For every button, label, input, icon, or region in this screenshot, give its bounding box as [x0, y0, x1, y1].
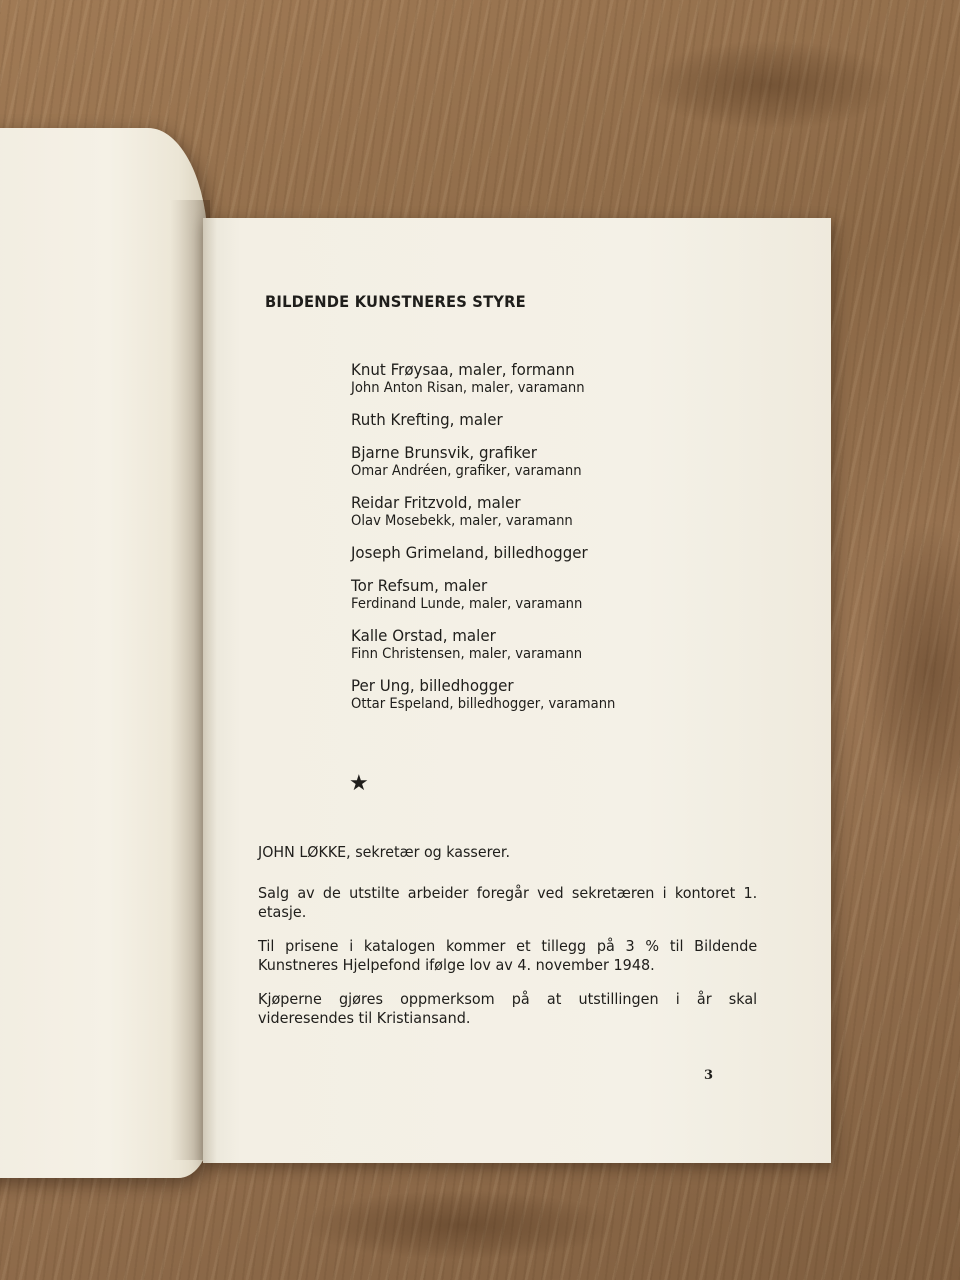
right-page: [203, 218, 831, 1163]
member-name: Kalle Orstad, maler: [351, 626, 496, 645]
member-name: Knut Frøysaa, maler, formann: [351, 360, 575, 379]
board-member: [351, 676, 771, 713]
notes-section: [258, 884, 757, 1043]
member-name: Reidar Fritzvold, maler: [351, 493, 521, 512]
board-member: [351, 576, 771, 613]
deputy-name: Finn Christensen, maler, varamann: [351, 646, 583, 662]
board-member: [351, 410, 771, 430]
wood-knot: [300, 1190, 620, 1260]
board-member: [351, 543, 771, 563]
board-member: [351, 360, 771, 397]
member-name: Per Ung, billedhogger: [351, 676, 514, 695]
note-paragraph: Kjøperne gjøres oppmerksom på at utstillingen i år skal videresendes til Kristiansand.: [258, 990, 758, 1027]
deputy-name: Olav Mosebekk, maler, varamann: [351, 513, 573, 529]
board-member-list: [351, 360, 771, 726]
star-icon: ★: [349, 771, 369, 796]
member-name: Bjarne Brunsvik, grafiker: [351, 443, 537, 462]
member-name: Ruth Krefting, maler: [351, 410, 503, 429]
secretary-line: JOHN LØKKE, sekretær og kasserer.: [258, 843, 511, 861]
deputy-name: Omar Andréen, grafiker, varamann: [351, 463, 582, 479]
board-member: [351, 493, 771, 530]
page-edge-shadow: [203, 218, 217, 1163]
deputy-name: John Anton Risan, maler, varamann: [351, 380, 585, 396]
board-member: [351, 626, 771, 663]
left-page: [0, 128, 208, 1178]
member-name: Tor Refsum, maler: [351, 576, 488, 595]
deputy-name: Ferdinand Lunde, maler, varamann: [351, 596, 583, 612]
note-paragraph: Til prisene i katalogen kommer et tillegg på 3 % til Bildende Kunstneres Hjelpefond ifølge lov av 4. november 1948.: [258, 937, 758, 974]
page-heading: BILDENDE KUNSTNERES STYRE: [265, 292, 526, 311]
wood-knot: [640, 40, 900, 130]
member-name: Joseph Grimeland, billedhogger: [351, 543, 588, 562]
note-paragraph: Salg av de utstilte arbeider foregår ved sekretæren i kontoret 1. etasje.: [258, 884, 758, 921]
wood-knot: [860, 520, 960, 820]
page-number: 3: [703, 1068, 713, 1083]
deputy-name: Ottar Espeland, billedhogger, varamann: [351, 696, 616, 712]
board-member: [351, 443, 771, 480]
